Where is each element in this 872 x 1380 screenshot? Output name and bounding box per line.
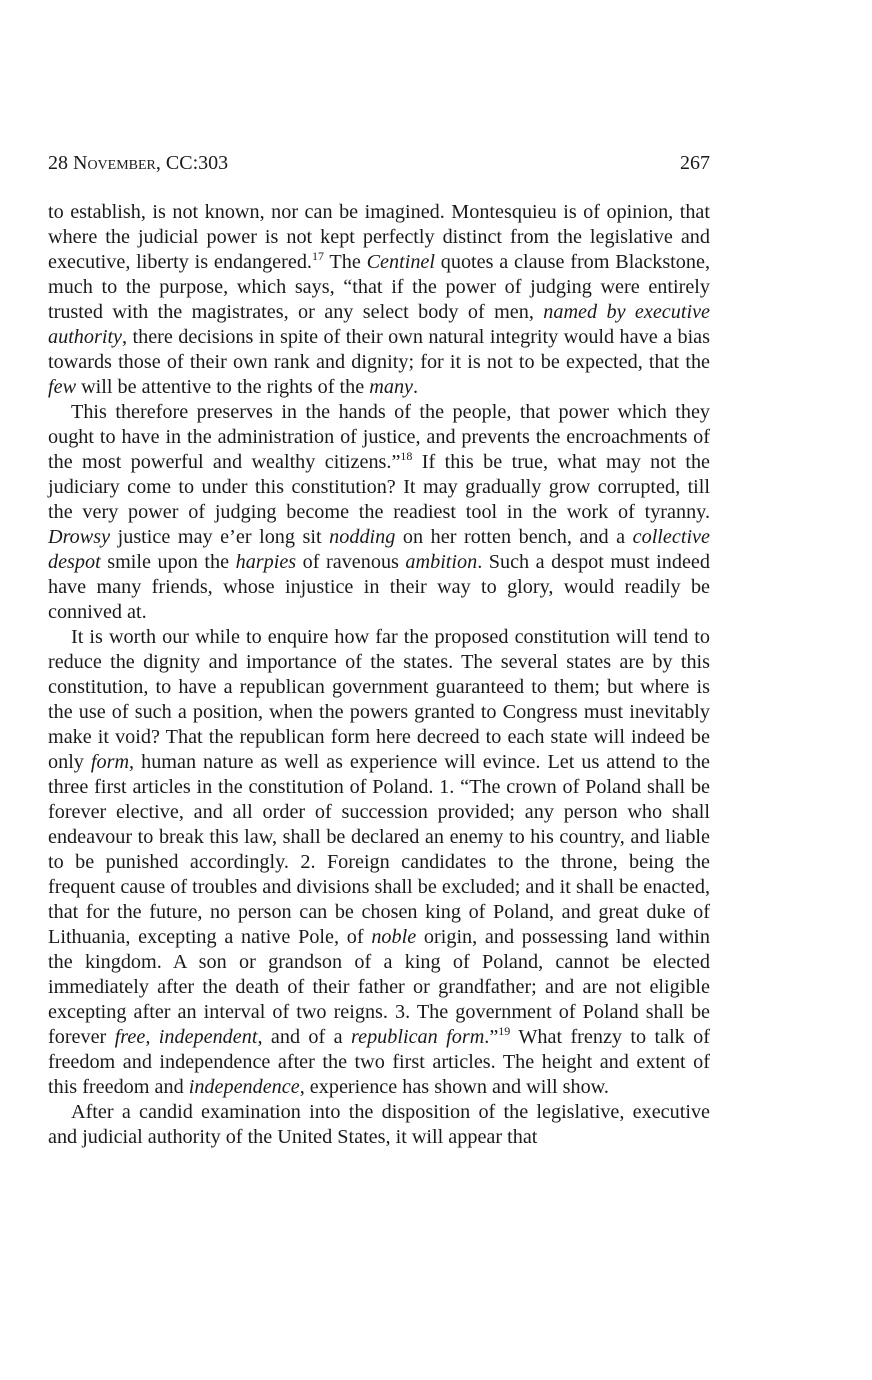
paragraph-2: This therefore preserves in the hands of the people, that power which they ought to have in the administration of justice, and prevents the encroachments of the most powerful and wealthy citizens.”$^{18}$ If this be true, what may not the judiciary come to under this constitution? It may gradually grow corrupted, till the very power of judging become the readiest tool in the work of tyranny. Drowsy justice may e’er long sit nodding on her rotten bench, and a collective despot smile upon the harpies of ravenous ambition. Such a despot must indeed have many friends, whose injustice in their way to glory, would readily be connived at. xyxy=(48,401,711,623)
body-text xyxy=(48,200,710,1150)
paragraph-1: to establish, is not known, nor can be imagined. Montesquieu is of opinion, that where the judicial power is not kept perfectly distinct from the legislative and executive, liberty is endangered.$^{17}$ The Centinel quotes a clause from Blackstone, much to the purpose, which says, “that if the power of judging were entirely trusted with the magistrates, or any select body of men, named by executive authority, there decisions in spite of their own natural integrity would have a bias towards those of their own rank and dignity; for it is not to be expected, that the few will be attentive to the rights of the many. xyxy=(48,201,710,398)
running-head-date: 28 November, CC:303 xyxy=(48,152,229,174)
paragraph-3: It is worth our while to enquire how far the proposed constitution will tend to reduce the dignity and importance of the states. The several states are by this constitution, to have a republican government guaranteed to them; but where is the use of such a position, when the powers granted to Congress must inevitably make it void? That the republican form here decreed to each state will indeed be only form, human nature as well as experience will evince. Let us attend to the three first articles in the constitution of Poland. 1. “The crown of Poland shall be forever elective, and all order of succession provided; any person who shall endeavour to break this law, shall be declared an enemy to his country, and liable to be punished accordingly. 2. Foreign candidates to the throne, being the frequent cause of troubles and divisions shall be excluded; and it shall be enacted, that for the future, no person can be chosen king of Poland, and great duke of Lithuania, excepting a native Pole, of noble origin, and possessing land within the kingdom. A son or grandson of a king of Poland, cannot be elected immediately after the death of their father or grandfather; and are not eligible excepting after an interval of two reigns. 3. The government of Poland shall be forever free, independent, and of a republican form.”$^{19}$ What frenzy to talk of freedom and independence after the two first articles. The height and extent of this freedom and independence, experience has shown and will show. xyxy=(48,626,711,1098)
footnote-ref-18: 18 xyxy=(400,449,413,463)
footnote-ref-17: 17 xyxy=(311,249,324,263)
running-head-month: November xyxy=(73,152,156,174)
running-head-doc-ref: , CC:303 xyxy=(155,152,229,174)
page-number: 267 xyxy=(680,152,710,174)
paragraph-4: After a candid examination into the disposition of the legislative, executive and judicial authority of the United States, it will appear that xyxy=(48,1101,710,1148)
footnote-ref-19: 19 xyxy=(498,1024,511,1038)
